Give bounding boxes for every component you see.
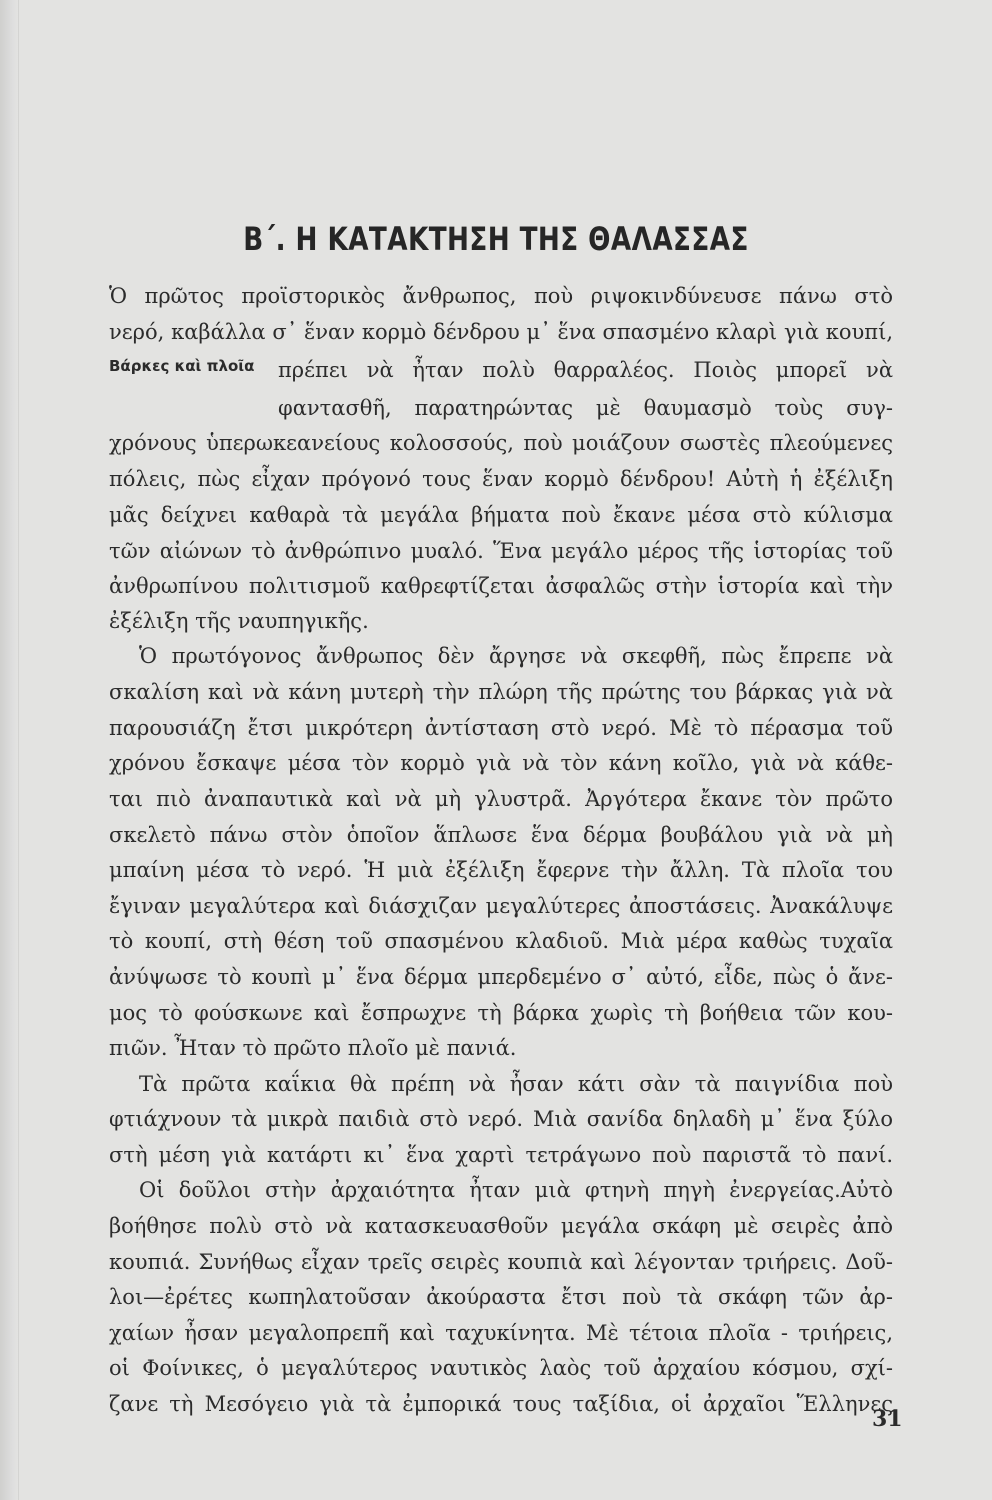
text-line: λοι—ἐρέτες κωπηλατοῦσαν ἀκούραστα ἔτσι ποὺ τὰ σκάφη τῶν ἀρ- <box>109 1285 893 1309</box>
text-line: ζανε τὴ Μεσόγειο γιὰ τὰ ἐμπορικά τους ταξίδια, οἱ ἀρχαῖοι Ἕλληνες <box>109 1392 893 1416</box>
text-line: φτιάχνουν τὰ μικρὰ παιδιὰ στὸ νερό. Μιὰ σανίδα δηλαδὴ μ᾽ ἕνα ξύλο <box>109 1107 893 1131</box>
text-line: πρέπει νὰ ἦταν πολὺ θαρραλέος. Ποιὸς μπορεῖ νὰ <box>278 358 893 382</box>
text-line: σκαλίση καὶ νὰ κάνη μυτερὴ τὴν πλώρη τῆς πρώτης του βάρκας γιὰ νὰ <box>109 680 893 704</box>
text-line: Ὁ πρῶτος προϊστορικὸς ἄνθρωπος, ποὺ ριψοκινδύνευσε πάνω στὸ <box>109 284 893 308</box>
chapter-title: Β΄. Η ΚΑΤΑΚΤΗΣΗ ΤΗΣ ΘΑΛΑΣΣΑΣ <box>243 220 749 258</box>
text-line: ἀνθρωπίνου πολιτισμοῦ καθρεφτίζεται ἀσφαλῶς στὴν ἱστορία καὶ τὴν <box>109 574 893 598</box>
text-line: φαντασθῆ, παρατηρώντας μὲ θαυμασμὸ τοὺς συγ- <box>278 396 893 420</box>
text-line: σκελετὸ πάνω στὸν ὁποῖον ἅπλωσε ἕνα δέρμα βουβάλου γιὰ νὰ μὴ <box>109 823 893 847</box>
text-line: τῶν αἰώνων τὸ ἀνθρώπινο μυαλό. Ἕνα μεγάλο μέρος τῆς ἱστορίας τοῦ <box>109 539 893 563</box>
text-line: βοήθησε πολὺ στὸ νὰ κατασκευασθοῦν μεγάλα σκάφη μὲ σειρὲς ἀπὸ <box>109 1214 893 1238</box>
page-binding-edge <box>0 0 19 1500</box>
text-line: κουπιά. Συνήθως εἶχαν τρεῖς σειρὲς κουπιὰ καὶ λέγονταν τριήρεις. Δοῦ- <box>109 1250 893 1274</box>
text-line: χρόνου ἔσκαψε μέσα τὸν κορμὸ γιὰ νὰ τὸν κάνη κοῖλο, γιὰ νὰ κάθε- <box>109 751 893 775</box>
text-line: ἔγιναν μεγαλύτερα καὶ διάσχιζαν μεγαλύτερες ἀποστάσεις. Ἀνακάλυψε <box>109 894 893 918</box>
text-line: χαίων ἦσαν μεγαλοπρεπῆ καὶ ταχυκίνητα. Μὲ τέτοια πλοῖα - τριήρεις, <box>109 1321 893 1345</box>
marginal-note: Βάρκες καὶ πλοῖα <box>109 357 255 375</box>
text-line: στὴ μέση γιὰ κατάρτι κι᾽ ἕνα χαρτὶ τετράγωνο ποὺ παριστᾶ τὸ πανί. <box>109 1143 893 1167</box>
text-line: ἐξέλιξη τῆς ναυπηγικῆς. <box>109 609 369 633</box>
text-line: πιῶν. Ἦταν τὸ πρῶτο πλοῖο μὲ πανιά. <box>109 1036 517 1060</box>
text-line: μᾶς δείχνει καθαρὰ τὰ μεγάλα βήματα ποὺ ἔκανε μέσα στὸ κύλισμα <box>109 503 893 527</box>
text-line: πόλεις, πὼς εἶχαν πρόγονό τους ἕναν κορμὸ δένδρου! Αὐτὴ ἡ ἐξέλιξη <box>109 467 893 491</box>
text-line: ἀνύψωσε τὸ κουπὶ μ᾽ ἕνα δέρμα μπερδεμένο σ᾽ αὐτό, εἶδε, πὼς ὁ ἄνε- <box>109 965 893 989</box>
page-number: 31 <box>872 1406 903 1432</box>
text-line: μος τὸ φούσκωνε καὶ ἔσπρωχνε τὴ βάρκα χωρὶς τὴ βοήθεια τῶν κου- <box>109 1001 893 1025</box>
text-line: οἱ Φοίνικες, ὁ μεγαλύτερος ναυτικὸς λαὸς τοῦ ἀρχαίου κόσμου, σχί- <box>109 1356 893 1380</box>
text-line: χρόνους ὑπερωκεανείους κολοσσούς, ποὺ μοιάζουν σωστὲς πλεούμενες <box>109 431 893 455</box>
text-line: μπαίνη μέσα τὸ νερό. Ἡ μιὰ ἐξέλιξη ἔφερνε τὴν ἄλλη. Τὰ πλοῖα του <box>109 858 893 882</box>
text-line: νερό, καβάλλα σ᾽ ἕναν κορμὸ δένδρου μ᾽ ἕνα σπασμένο κλαρὶ γιὰ κουπί, <box>109 320 893 344</box>
text-line: παρουσιάζη ἔτσι μικρότερη ἀντίσταση στὸ νερό. Μὲ τὸ πέρασμα τοῦ <box>109 716 893 740</box>
text-line: τὸ κουπί, στὴ θέση τοῦ σπασμένου κλαδιοῦ. Μιὰ μέρα καθὼς τυχαῖα <box>109 929 893 953</box>
text-line: ται πιὸ ἀναπαυτικὰ καὶ νὰ μὴ γλυστρᾶ. Ἀργότερα ἔκανε τὸν πρῶτο <box>109 787 893 811</box>
text-line: Τὰ πρῶτα καΐκια θὰ πρέπη νὰ ἦσαν κάτι σὰν τὰ παιγνίδια ποὺ <box>139 1072 893 1096</box>
text-line: Οἱ δοῦλοι στὴν ἀρχαιότητα ἦταν μιὰ φτηνὴ πηγὴ ἐνεργείας.Αὐτὸ <box>139 1178 893 1202</box>
text-line: Ὁ πρωτόγονος ἄνθρωπος δὲν ἄργησε νὰ σκεφθῆ, πὼς ἔπρεπε νὰ <box>139 644 893 668</box>
